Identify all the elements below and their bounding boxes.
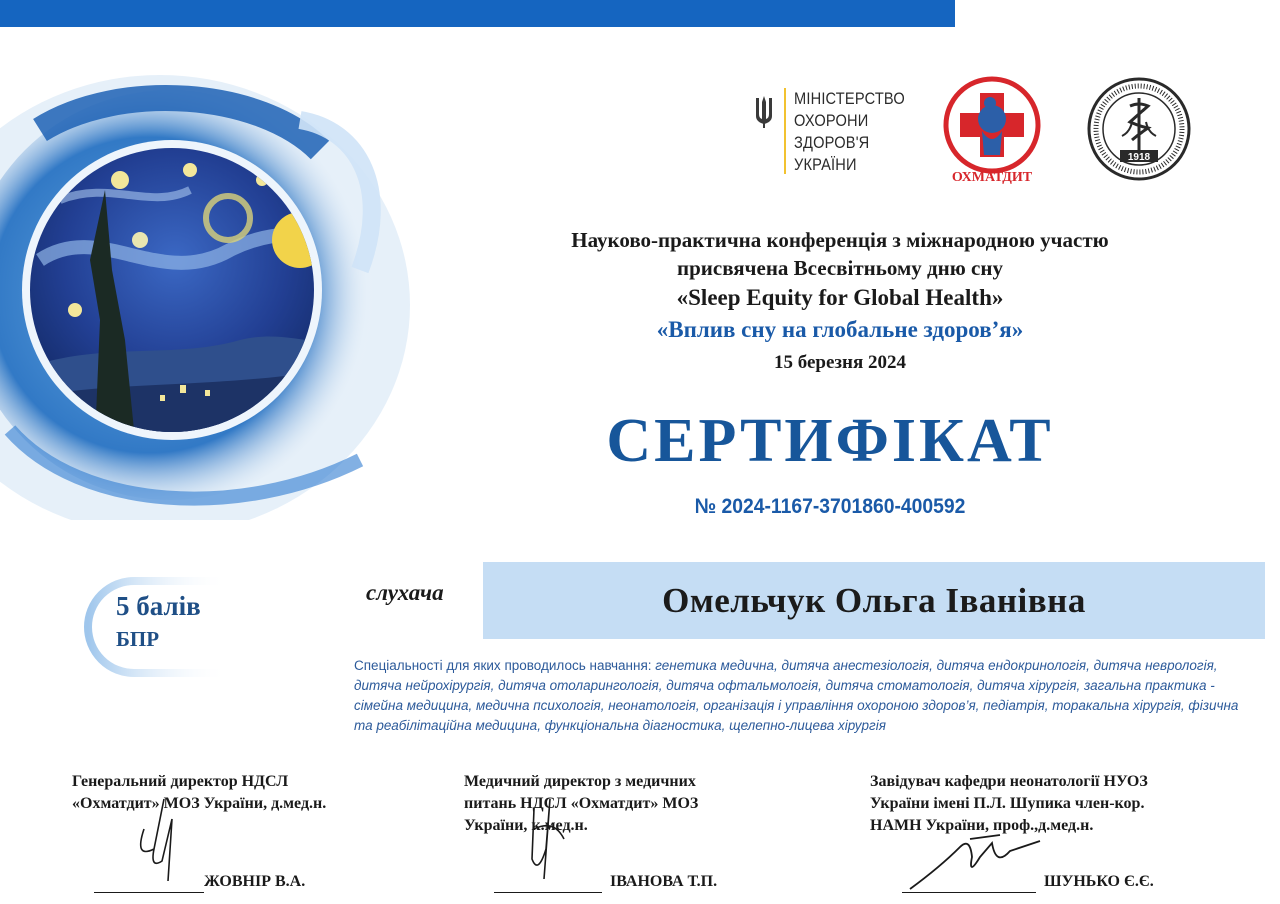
recipient-role: слухача	[366, 580, 444, 605]
conference-title-ua: «Вплив сну на глобальне здоров’я»	[656, 317, 1024, 342]
partner-logos	[750, 70, 1210, 190]
ministry-line: ЗДОРОВ'Я	[794, 133, 870, 152]
top-accent-bar	[0, 0, 955, 27]
signatory-title: питань НДСЛ «Охматдит» МОЗ	[464, 795, 699, 812]
signature-rule	[94, 892, 204, 893]
starry-night-illustration	[0, 40, 430, 520]
recipient-name-band	[483, 562, 1265, 639]
nuoz-year: 1918	[1127, 152, 1151, 163]
points-badge	[78, 575, 278, 679]
signatory-title: України, к.мед.н.	[464, 817, 588, 834]
points-unit: БПР	[116, 627, 160, 651]
conference-date: 15 березня 2024	[773, 352, 907, 373]
specialties-list: генетика медична, дитяча анестезіологія, дитяча ендокринологія, дитяча неврологія, дитяча нейрохірургія, дитяча отоларингологія, дитяча офтальмологія, дитяча стоматологія, дитяча хірургія, загальна практика - сімейна медицина, медична психологія, неонатологія, організація і управління охороною здоров’я, педіатрія, торакальна хірургія, фізична та реабілітаційна медицина, функціональна діагностика, щелепно-лицева хірургія	[354, 658, 1239, 733]
signature-rule	[494, 892, 602, 893]
recipient-name: Омельчук Ольга Іванівна	[662, 580, 1086, 620]
signatory-name: ІВАНОВА Т.П.	[610, 873, 718, 890]
ministry-name	[794, 88, 905, 176]
signatory-title: Завідувач кафедри неонатології НУОЗ	[870, 773, 1148, 790]
conference-title-en: «Sleep Equity for Global Health»	[676, 285, 1004, 310]
conference-line: присвячена Всесвітньому дню сну	[677, 256, 1003, 280]
ohmatdyt-label: ОХМАТДИТ	[951, 170, 1033, 185]
certificate-number: № 2024-1167-3701860-400592	[694, 495, 966, 518]
signatory-title: Генеральний директор НДСЛ	[72, 773, 289, 790]
ministry-line: ОХОРОНИ	[794, 111, 869, 130]
conference-line: Науково-практична конференція з міжнародною участю	[571, 228, 1109, 252]
nuoz-seal	[1086, 76, 1192, 182]
signatory-title: Медичний директор з медичних	[464, 773, 696, 790]
signatory-title: НАМН України, проф.,д.мед.н.	[870, 817, 1094, 834]
signatory-name: ЖОВНІР В.А.	[204, 873, 306, 890]
points-value: 5 балів	[116, 591, 201, 621]
specialties-lead: Спеціальності для яких проводилось навчання:	[354, 658, 652, 673]
certificate-title: СЕРТИФІКАТ	[606, 407, 1054, 475]
trident-icon	[754, 94, 774, 128]
ohmatdyt-logo	[942, 75, 1042, 187]
specialties-text	[354, 656, 1254, 736]
ministry-line: МІНІСТЕРСТВО	[794, 89, 905, 108]
signatory-title: «Охматдит» МОЗ України, д.мед.н.	[72, 795, 327, 812]
ministry-line: УКРАЇНИ	[794, 155, 857, 174]
ministry-logo	[754, 88, 923, 176]
signature-block-medical-director	[464, 771, 794, 901]
signature-block-department-head	[870, 771, 1230, 901]
ministry-divider	[784, 88, 786, 174]
signatory-name: ШУНЬКО Є.Є.	[1044, 873, 1154, 890]
signature-block-director-general	[72, 771, 412, 901]
signatory-title: України імені П.Л. Шупика член-кор.	[870, 795, 1145, 812]
conference-heading	[440, 226, 1240, 378]
signature-rule	[902, 892, 1036, 893]
